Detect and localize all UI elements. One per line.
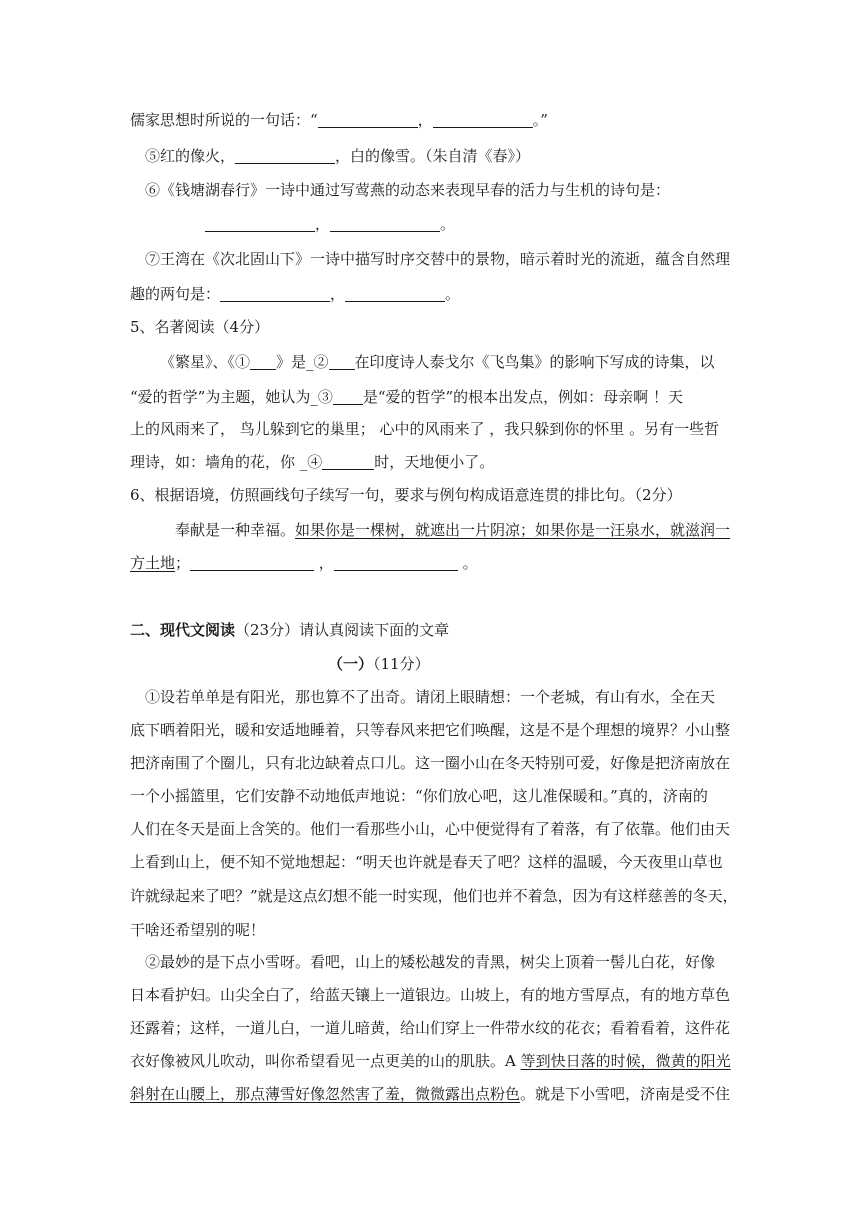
answer-blank[interactable]: [345, 286, 445, 302]
q4-line-6: 趣的两句是： ， 。: [130, 285, 461, 303]
paragraph-1-line: 底下晒着阳光，暖和安适地睡着，只等春风来把它们唤醒，这是不是个理想的境界？小山整: [130, 721, 731, 739]
passage-1-subtitle: （一）（11分）: [328, 655, 430, 673]
q4-line-4: ， 。: [0, 214, 860, 234]
underlined-sentence-a: 等到快日落的时候，微黄的阳光: [520, 1052, 731, 1070]
example-underlined-sentence: 如果你是一棵树，就遮出一片阴凉；如果你是一汪泉水，就滋润一: [295, 521, 731, 539]
paragraph-1-line: 把济南围了个圈儿，只有北边缺着点口儿。这一圈小山在冬天特别可爱，好像是把济南放在: [130, 754, 731, 772]
answer-blank[interactable]: [190, 555, 314, 571]
q5-heading: 5、名著阅读（4分）: [130, 318, 270, 336]
answer-blank[interactable]: [322, 454, 374, 470]
paragraph-2-line: 斜射在山腰上，那点薄雪好像忽然害了羞，微微露出点粉色。就是下小雪吧，济南是受不住: [130, 1085, 731, 1103]
paragraph-1-line: 干啥还希望别的呢！: [130, 921, 266, 939]
q5-line-4: 理诗，如：墙角的花，你 _④ 时，天地便小了。: [130, 453, 495, 471]
q4-line-1-text: 儒家思想时所说的一句话：“: [130, 111, 318, 129]
answer-blank[interactable]: [235, 148, 335, 164]
q5-line-1: 《繁星》、《① 》是_② 在印度诗人泰戈尔《飞鸟集》的影响下写成的诗集，以: [160, 353, 715, 371]
q4-line-1: 儒家思想时所说的一句话：“ ， 。”: [130, 111, 548, 129]
paragraph-1-line: 一个小摇篮里，它们安静不动地低声地说：“你们放心吧，这儿准保暖和。”真的，济南的: [130, 787, 708, 805]
q6-heading: 6、根据语境，仿照画线句子续写一句，要求与例句构成语意连贯的排比句。（2分）: [130, 486, 682, 504]
paragraph-2-line: 衣好像被风儿吹动，叫你希望看见一点更美的山的肌肤。A 等到快日落的时候，微黄的阳光: [130, 1052, 731, 1070]
paragraph-1-line: 许就绿起来了吧？”就是这点幻想不能一时实现，他们也并不着急，因为有这样慈善的冬天，: [130, 887, 738, 905]
answer-blank[interactable]: [334, 555, 458, 571]
paragraph-1-line: ①设若单单是有阳光，那也算不了出奇。请闭上眼睛想：一个老城，有山有水，全在天: [145, 688, 716, 706]
paragraph-2-line: ②最妙的是下点小雪呀。看吧，山上的矮松越发的青黑，树尖上顶着一髻儿白花，好像: [145, 953, 716, 971]
paragraph-2-line: 日本看护妇。山尖全白了，给蓝天镶上一道银边。山坡上，有的地方雪厚点，有的地方草色: [130, 986, 731, 1004]
paragraph-2-line: 还露着；这样，一道儿白，一道儿暗黄，给山们穿上一件带水纹的花衣；看着看着，这件花: [130, 1019, 731, 1037]
answer-blank[interactable]: [333, 389, 363, 405]
q5-line-3: 上的风雨来了， 鸟儿躲到它的巢里； 心中的风雨来了 ，我只躲到你的怀里 。另有一些哲: [130, 420, 720, 438]
answer-blank[interactable]: [318, 112, 418, 128]
q6-line-1: 奉献是一种幸福。如果你是一棵树，就遮出一片阴凉；如果你是一汪泉水，就滋润一: [175, 521, 731, 539]
answer-blank[interactable]: [205, 216, 315, 232]
q4-line-3: ⑥《钱塘湖春行》一诗中通过写莺燕的动态来表现早春的活力与生机的诗句是：: [145, 181, 671, 199]
answer-blank[interactable]: [433, 112, 533, 128]
q6-line-2: 方土地； ， 。: [130, 554, 478, 572]
q5-line-2: “爱的哲学”为主题，她认为_③ 是“爱的哲学”的根本出发点，例如：母亲啊 ！天: [130, 388, 683, 406]
paragraph-1-line: 上看到山上，便不知不觉地想起：“明天也许就是春天了吧？这样的温暖，今天夜里山草也: [130, 853, 723, 871]
answer-blank[interactable]: [329, 354, 355, 370]
answer-blank[interactable]: [250, 354, 276, 370]
q4-line-2: ⑤红的像火， ，白的像雪。（朱自清《春》）: [145, 147, 531, 165]
q4-line-5: ⑦王湾在《次北固山下》一诗中描写时序交替中的景物，暗示着时光的流逝，蕴含自然理: [145, 250, 731, 268]
paragraph-1-line: 人们在冬天是面上含笑的。他们一看那些小山，心中便觉得有了着落，有了依靠。他们由天: [130, 820, 731, 838]
answer-blank[interactable]: [220, 286, 330, 302]
underlined-sentence-a: 斜射在山腰上，那点薄雪好像忽然害了羞，微微露出点粉色: [130, 1085, 521, 1103]
answer-blank[interactable]: [330, 216, 440, 232]
section-2-title: 二、现代文阅读（23分）请认真阅读下面的文章: [130, 621, 450, 639]
